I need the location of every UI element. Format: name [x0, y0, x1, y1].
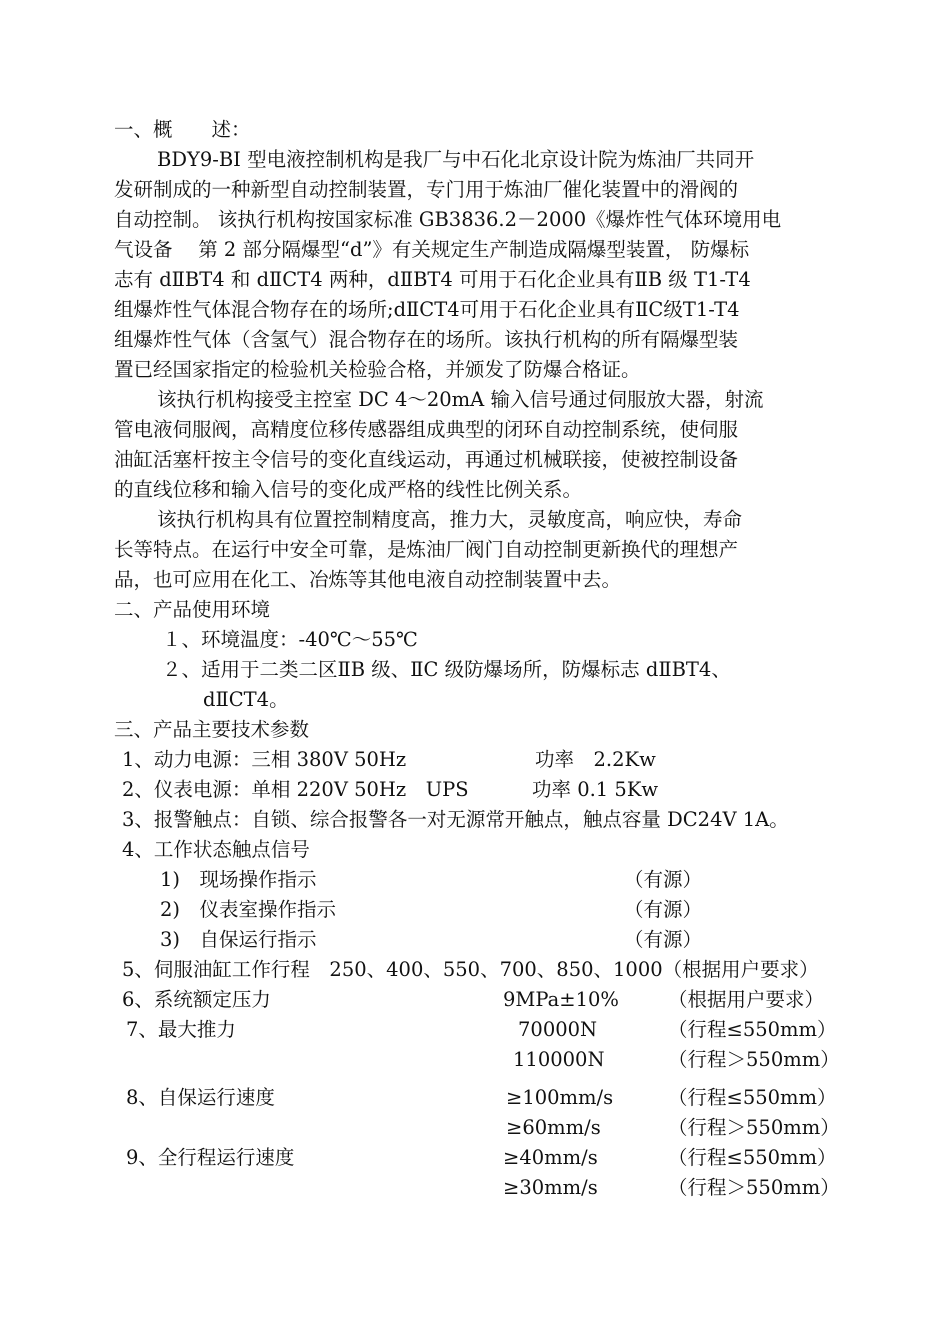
max-thrust-value: 110000N	[513, 1048, 605, 1071]
paragraph-line: 组爆炸性气体混合物存在的场所;dⅡCT4可用于石化企业具有ⅡC级T1-T4	[114, 298, 740, 321]
paragraph-line: 的直线位移和输入信号的变化成严格的线性比例关系。	[114, 478, 583, 501]
status-signal-note: （有源）	[624, 868, 703, 891]
param-status-signals: 4、工作状态触点信号	[122, 838, 310, 861]
paragraph-line: 志有 dⅡBT4 和 dⅡCT4 两种，dⅡBT4 可用于石化企业具有ⅡB 级 T1-T4	[114, 268, 751, 291]
paragraph-line: 该执行机构接受主控室 DC 4～20mA 输入信号通过伺服放大器，射流	[157, 388, 764, 411]
paragraph-line: 组爆炸性气体（含氢气）混合物存在的场所。该执行机构的所有隔爆型装	[114, 328, 739, 351]
auto-protect-speed-note: （行程＞550mm）	[668, 1116, 840, 1139]
full-stroke-speed-value: ≥40mm/s	[503, 1146, 598, 1169]
env-item-continued: dⅡCT4。	[203, 688, 289, 711]
paragraph-line: 自动控制。 该执行机构按国家标准 GB3836.2－2000《爆炸性气体环境用电	[114, 208, 782, 231]
param-instrument-supply: 2、仪表电源：单相 220V 50Hz UPS	[122, 778, 469, 801]
auto-protect-speed-value: ≥100mm/s	[506, 1086, 614, 1109]
section-heading-overview: 一、概 述：	[114, 118, 251, 141]
status-signal-item: 1) 现场操作指示	[160, 868, 317, 891]
paragraph-line: 品，也可应用在化工、冶炼等其他电液自动控制装置中去。	[114, 568, 622, 591]
param-max-thrust: 7、最大推力	[126, 1018, 236, 1041]
param-instrument-rating: 功率 0.1 5Kw	[532, 778, 659, 801]
max-thrust-note: （行程＞550mm）	[668, 1048, 840, 1071]
paragraph-line: 该执行机构具有位置控制精度高，推力大，灵敏度高，响应快，寿命	[157, 508, 743, 531]
param-full-stroke-speed: 9、全行程运行速度	[126, 1146, 295, 1169]
paragraph-line: 置已经国家指定的检验机关检验合格，并颁发了防爆合格证。	[114, 358, 641, 381]
paragraph-line: 油缸活塞杆按主令信号的变化直线运动，再通过机械联接，使被控制设备	[114, 448, 739, 471]
full-stroke-speed-note: （行程＞550mm）	[668, 1176, 840, 1199]
rated-pressure-note: （根据用户要求）	[668, 988, 825, 1011]
status-signal-item: 3) 自保运行指示	[160, 928, 317, 951]
full-stroke-speed-note: （行程≤550mm）	[668, 1146, 837, 1169]
auto-protect-speed-note: （行程≤550mm）	[668, 1086, 837, 1109]
param-rated-pressure: 6、系统额定压力	[122, 988, 271, 1011]
param-power-rating: 功率 2.2Kw	[535, 748, 656, 771]
param-alarm-contacts: 3、报警触点：自锁、综合报警各一对无源常开触点，触点容量 DC24V 1A。	[122, 808, 789, 831]
paragraph-line: 发研制成的一种新型自动控制装置，专门用于炼油厂催化装置中的滑阀的	[114, 178, 739, 201]
paragraph-line: 长等特点。在运行中安全可靠，是炼油厂阀门自动控制更新换代的理想产	[114, 538, 739, 561]
param-power-supply: 1、动力电源：三相 380V 50Hz	[122, 748, 407, 771]
param-cylinder-stroke: 5、伺服油缸工作行程 250、400、550、700、850、1000（根据用户要求）	[122, 958, 819, 981]
paragraph-line: 管电液伺服阀，高精度位移传感器组成典型的闭环自动控制系统，使伺服	[114, 418, 739, 441]
rated-pressure-value: 9MPa±10%	[503, 988, 619, 1011]
max-thrust-value: 70000N	[518, 1018, 598, 1041]
section-heading-parameters: 三、产品主要技术参数	[114, 718, 310, 741]
status-signal-note: （有源）	[624, 898, 703, 921]
status-signal-note: （有源）	[624, 928, 703, 951]
paragraph-line: 气设备 第 2 部分隔爆型“d”》有关规定生产制造成隔爆型装置， 防爆标	[114, 238, 750, 261]
section-heading-environment: 二、产品使用环境	[114, 598, 271, 621]
max-thrust-note: （行程≤550mm）	[668, 1018, 837, 1041]
param-auto-protect-speed: 8、自保运行速度	[126, 1086, 275, 1109]
auto-protect-speed-value: ≥60mm/s	[506, 1116, 601, 1139]
full-stroke-speed-value: ≥30mm/s	[503, 1176, 598, 1199]
status-signal-item: 2) 仪表室操作指示	[160, 898, 337, 921]
env-item: １、环境温度：-40℃～55℃	[162, 628, 418, 651]
env-item: ２、适用于二类二区ⅡB 级、ⅡC 级防爆场所，防爆标志 dⅡBT4、	[162, 658, 731, 681]
paragraph-line: BDY9-BI 型电液控制机构是我厂与中石化北京设计院为炼油厂共同开	[157, 148, 755, 171]
